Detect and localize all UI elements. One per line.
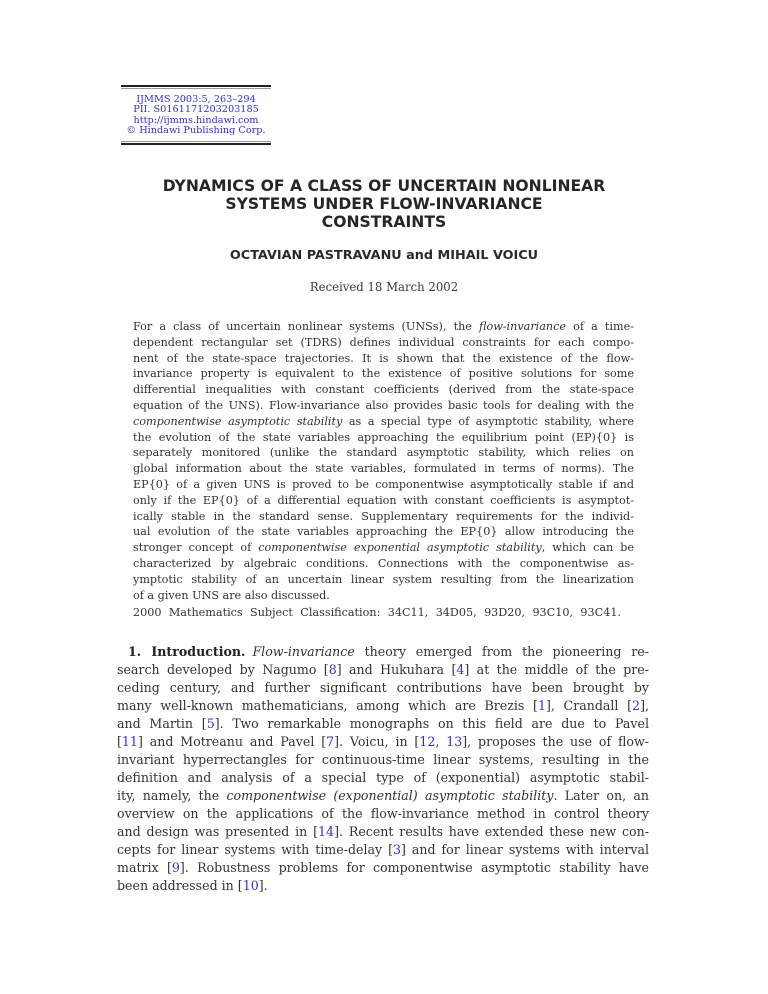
text-run: characterized by algebraic conditions. Connections with the componentwise as- bbox=[133, 557, 634, 571]
journal-citation: IJMMS 2003:5, 263–294 bbox=[136, 94, 256, 105]
text-run: equation of the UNS). Flow-invariance also provides basic tools for dealing with the bbox=[133, 399, 634, 413]
citation-link[interactable]: 9 bbox=[171, 860, 180, 875]
title-line: DYNAMICS OF A CLASS OF UNCERTAIN NONLINEAR bbox=[162, 177, 606, 195]
text-run: ]. Robustness problems for componentwise asymptotic stability have bbox=[179, 860, 649, 875]
citation-link[interactable]: 13 bbox=[446, 734, 463, 749]
text-run: stronger concept of bbox=[133, 541, 259, 555]
text-run: and design was presented in [ bbox=[117, 824, 319, 839]
text-run: only if the EP{0} of a differential equation with constant coefficients is asymptot- bbox=[133, 493, 634, 507]
text-run: of a given UNS are also discussed. bbox=[133, 588, 330, 602]
text-run: search developed by Nagumo [ bbox=[117, 662, 329, 677]
text-run: ically stable in the standard sense. Supplementary requirements for the individ- bbox=[133, 509, 634, 523]
header-rule-bottom bbox=[121, 143, 271, 145]
citation-link[interactable]: 11 bbox=[121, 734, 138, 749]
text-run: definition and analysis of a special type of (exponential) asymptotic stabil- bbox=[117, 770, 649, 785]
emphasis: componentwise asymptotic stability bbox=[133, 414, 343, 428]
citation-link[interactable]: 7 bbox=[326, 734, 335, 749]
abstract-line bbox=[133, 382, 634, 398]
intro-line bbox=[117, 733, 649, 751]
subject-classification: 2000 Mathematics Subject Classification: 34C11, 34D05, 93D20, 93C10, 93C41. bbox=[133, 606, 621, 619]
text-run: ]. Recent results have extended these new con- bbox=[334, 824, 649, 839]
text-run: overview on the applications of the flow-invariance method in control theory bbox=[117, 806, 649, 821]
abstract-line bbox=[133, 588, 634, 604]
text-run: [ bbox=[117, 734, 122, 749]
abstract-line bbox=[133, 445, 634, 461]
abstract-line bbox=[133, 524, 634, 540]
text-run: global information about the state variables, formulated in terms of norms). The bbox=[133, 462, 634, 476]
text-run: EP{0} of a given UNS is proved to be componentwise asymptotically stable if and bbox=[133, 478, 634, 492]
text-run: invariance property is equivalent to the existence of positive solutions for some bbox=[133, 367, 634, 381]
intro-line bbox=[117, 679, 649, 697]
intro-line bbox=[117, 643, 649, 661]
intro-line bbox=[117, 823, 649, 841]
intro-line bbox=[117, 661, 649, 679]
text-run: theory emerged from the pioneering re- bbox=[354, 644, 649, 659]
title-line: CONSTRAINTS bbox=[321, 213, 447, 231]
intro-line bbox=[117, 877, 649, 895]
text-run: dependent rectangular set (TDRS) defines individual constraints for each compo- bbox=[133, 335, 634, 349]
emphasis: componentwise (exponential) asymptotic stability bbox=[226, 788, 554, 803]
citation-link[interactable]: 2 bbox=[632, 698, 641, 713]
emphasis: componentwise exponential asymptotic stability bbox=[258, 541, 542, 555]
abstract-line bbox=[133, 477, 634, 493]
citation-link[interactable]: 8 bbox=[328, 662, 337, 677]
abstract-line bbox=[133, 493, 634, 509]
text-run: ] at the middle of the pre- bbox=[464, 662, 649, 677]
text-run: ] and for linear systems with interval bbox=[401, 842, 649, 857]
text-run: invariant hyperrectangles for continuous-time linear systems, resulting in the bbox=[117, 752, 649, 767]
text-run: , bbox=[435, 734, 447, 749]
journal-url-link[interactable]: http://ijmms.hindawi.com bbox=[133, 114, 259, 126]
intro-line bbox=[117, 787, 649, 805]
text-run: ymptotic stability of an uncertain linear system resulting from the linearization bbox=[133, 572, 634, 586]
journal-copyright: © Hindawi Publishing Corp. bbox=[126, 124, 266, 136]
text-run: ] and Hukuhara [ bbox=[336, 662, 457, 677]
intro-line bbox=[117, 769, 649, 787]
citation-link[interactable]: 14 bbox=[318, 824, 335, 839]
intro-line bbox=[117, 859, 649, 877]
abstract-line bbox=[133, 366, 634, 382]
header-rule-bottom-thin bbox=[121, 141, 271, 142]
intro-line bbox=[117, 805, 649, 823]
citation-link[interactable]: 3 bbox=[392, 842, 401, 857]
header-rule-top-thin bbox=[121, 88, 271, 89]
text-run: ceding century, and further significant contributions have been brought by bbox=[117, 680, 649, 695]
journal-header bbox=[121, 95, 271, 136]
text-run: , which can be bbox=[541, 541, 635, 555]
abstract-line bbox=[133, 572, 634, 588]
emphasis: flow-invariance bbox=[479, 320, 567, 334]
abstract-line bbox=[133, 335, 634, 351]
text-run: differential inequalities with constant coefficients (derived from the state-space bbox=[133, 383, 634, 397]
intro-line bbox=[117, 841, 649, 859]
text-run: as a special type of asymptotic stability, where bbox=[342, 414, 635, 428]
intro-line bbox=[117, 715, 649, 733]
citation-link[interactable]: 5 bbox=[206, 716, 215, 731]
text-run: ] and Motreanu and Pavel [ bbox=[137, 734, 327, 749]
abstract-line bbox=[133, 540, 634, 556]
text-run: ity, namely, the bbox=[117, 788, 227, 803]
abstract-line bbox=[133, 398, 634, 414]
text-run: the evolution of the state variables approaching the equilibrium point (EP){0} is bbox=[133, 430, 634, 444]
introduction-section bbox=[117, 643, 649, 895]
citation-link[interactable]: 12 bbox=[419, 734, 436, 749]
abstract-line bbox=[133, 430, 634, 446]
section-heading: 1. Introduction. bbox=[128, 644, 246, 659]
text-run: nent of the state-space trajectories. It is shown that the existence of the flow- bbox=[133, 351, 634, 365]
emphasis: Flow-invariance bbox=[252, 644, 355, 659]
text-run: cepts for linear systems with time-delay [ bbox=[117, 842, 393, 857]
text-run: ]. bbox=[258, 878, 268, 893]
abstract-line bbox=[133, 461, 634, 477]
intro-line bbox=[117, 751, 649, 769]
abstract-line bbox=[133, 414, 634, 430]
text-run: ], bbox=[640, 698, 649, 713]
text-run: ]. Voicu, in [ bbox=[334, 734, 420, 749]
abstract-line bbox=[133, 556, 634, 572]
citation-link[interactable]: 4 bbox=[456, 662, 465, 677]
text-run: ual evolution of the state variables approaching the EP{0} allow introducing the bbox=[133, 525, 634, 539]
text-run: and Martin [ bbox=[117, 716, 207, 731]
citation-link[interactable]: 1 bbox=[537, 698, 546, 713]
text-run: ], Crandall [ bbox=[545, 698, 633, 713]
text-run: For a class of uncertain nonlinear systems (UNSs), the bbox=[133, 320, 479, 334]
header-rule-top bbox=[121, 85, 271, 87]
abstract bbox=[133, 319, 634, 603]
authors: OCTAVIAN PASTRAVANU and MIHAIL VOICU bbox=[229, 248, 539, 263]
paper-title bbox=[0, 177, 768, 231]
journal-pii: PII. S0161171203203185 bbox=[133, 104, 259, 116]
abstract-line bbox=[133, 319, 634, 335]
received-date: Received 18 March 2002 bbox=[309, 280, 459, 294]
abstract-line bbox=[133, 509, 634, 525]
text-run: . Later on, an bbox=[553, 788, 650, 803]
text-run: separately monitored (unlike the standard asymptotic stability, which relies on bbox=[133, 446, 634, 460]
text-run: ]. Two remarkable monographs on this field are due to Pavel bbox=[214, 716, 649, 731]
text-run: matrix [ bbox=[117, 860, 172, 875]
intro-line bbox=[117, 697, 649, 715]
text-run: many well-known mathematicians, among which are Brezis [ bbox=[117, 698, 538, 713]
text-run: been addressed in [ bbox=[117, 878, 243, 893]
title-line: SYSTEMS UNDER FLOW-INVARIANCE bbox=[225, 195, 543, 213]
text-run: of a time- bbox=[566, 320, 634, 334]
abstract-line bbox=[133, 351, 634, 367]
text-run: ], proposes the use of flow- bbox=[462, 734, 649, 749]
citation-link[interactable]: 10 bbox=[242, 878, 259, 893]
